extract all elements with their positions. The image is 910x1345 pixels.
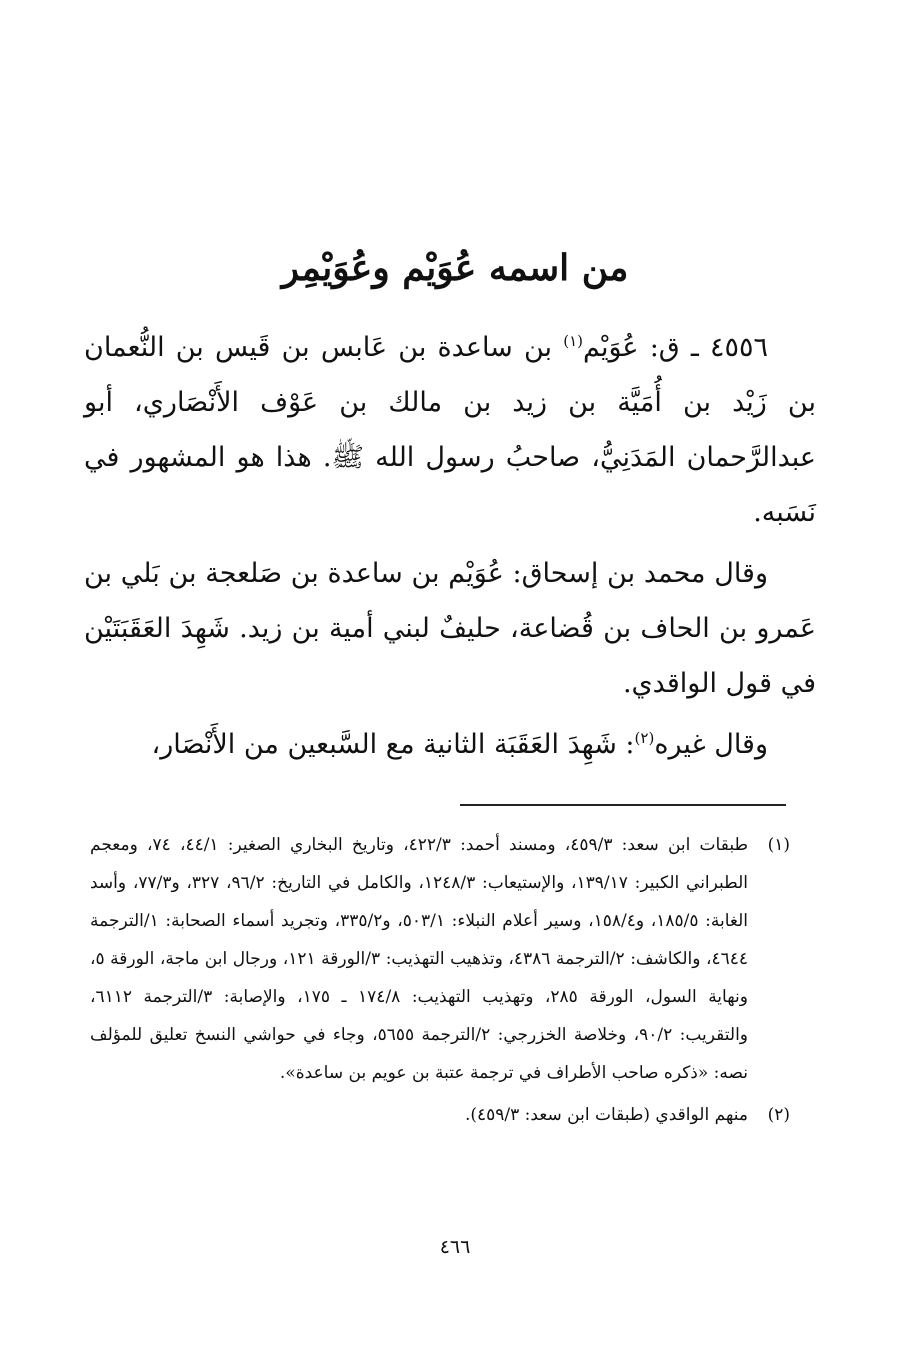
page-number: ٤٦٦ <box>439 1236 471 1258</box>
footnote-text: منهم الواقدي (طبقات ابن سعد: ٤٥٩/٣). <box>464 1105 748 1125</box>
paragraph-3-start: وقال غيره <box>654 729 768 760</box>
paragraph-1-rest: بن ساعدة بن عَابس بن قَيس بن النُّعمان بن زَيْد بن أُمَيَّة بن زيد بن مالك بن عَوْف الأَنْصَاري، أبو عبدالرَّحمان المَدَنِيُّ، صاحبُ رسول الله ﷺ. هذا هو المشهور في نَسَبه. <box>84 332 816 528</box>
footnote-number: (١) <box>767 835 790 855</box>
footnote-ref-2[interactable]: (٢) <box>634 729 655 747</box>
footnote-divider <box>460 804 786 806</box>
footnote-ref-1[interactable]: (١) <box>563 332 583 350</box>
footnote-number: (٢) <box>767 1105 790 1125</box>
paragraph-ibn-ishaq: وقال محمد بن إسحاق: عُوَيْم بن ساعدة بن صَلعجة بن بَلي بن عَمرو بن الحاف بن قُضاعة، حليفٌ لبني أمية بن زيد. شَهِدَ العَقَبَتَيْن في قول الواقدي. <box>84 558 816 699</box>
footnote-2 <box>90 1096 790 1134</box>
paragraph-entry-4556 <box>84 320 816 540</box>
paragraph-others <box>84 717 816 772</box>
footnote-text: طبقات ابن سعد: ٤٥٩/٣، ومسند أحمد: ٤٢٢/٣، وتاريخ البخاري الصغير: ٤٤/١، ٧٤، ومعجم الطبراني الكبير: ١٣٩/١٧، والإستيعاب: ١٢٤٨/٣، والكامل في التاريخ: ٩٦/٢، ٣٢٧، و٧٧/٣، وأسد الغابة: ١٨٥/٥، و١٥٨/٤، وسير أعلام النبلاء: ٥٠٣/١، و٣٣٥/٢، وتجريد أسماء الصحابة: ١/الترجمة ٤٦٤٤، والكاشف: ٢/الترجمة ٤٣٨٦، وتذهيب التهذيب: ٣/الورقة ١٢١، ورجال ابن ماجة، الورقة ٥، ونهاية السول، الورقة ٢٨٥، وتهذيب التهذيب: ١٧٤/٨ ـ ١٧٥، والإصابة: ٣/الترجمة ٦١١٢، والتقريب: ٩٠/٢، وخلاصة الخزرجي: ٢/الترجمة ٥٦٥٥، وجاء في حواشي النسخ تعليق للمؤلف نصه: «ذكره صاحب الأطراف في ترجمة عتبة بن عويم بن ساعدة». <box>90 835 749 1083</box>
paragraph-1-start: ٤٥٥٦ ـ ق: عُوَيْم <box>582 332 768 363</box>
footnotes <box>90 826 790 1134</box>
paragraph-3-rest: : شَهِدَ العَقَبَة الثانية مع السَّبعين من الأَنْصَار، <box>151 729 635 760</box>
footnote-1 <box>90 826 790 1092</box>
main-text <box>84 320 816 772</box>
entry-heading: من اسمه عُوَيْم وعُوَيْمِر <box>281 247 629 289</box>
